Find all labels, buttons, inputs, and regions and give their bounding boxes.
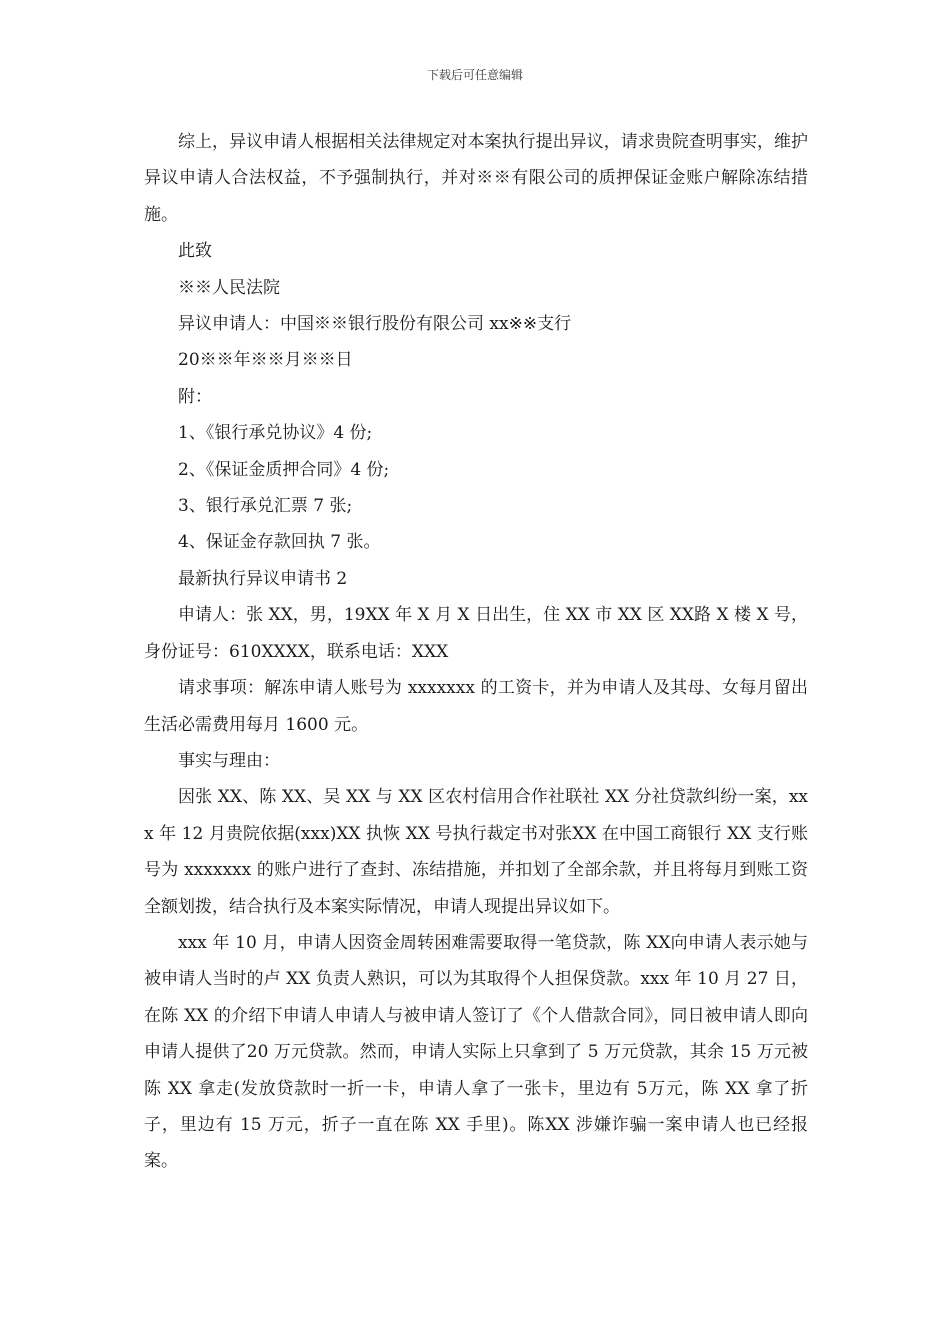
- document-body: [144, 124, 808, 1180]
- paragraph-request: 请求事项：解冻申请人账号为 xxxxxxx 的工资卡，并为申请人及其母、女每月留出生活必需费用每月 1600 元。: [144, 678, 808, 735]
- attachment-item: 4、保证金存款回执 7 张。: [178, 532, 381, 553]
- paragraph-court: ※※人民法院: [178, 277, 280, 298]
- section-title: 最新执行异议申请书 2: [178, 568, 348, 589]
- paragraph-facts-heading: 事实与理由：: [178, 750, 280, 771]
- paragraph-attachments-heading: 附：: [178, 386, 212, 407]
- attachment-item: 1、《银行承兑协议》4 份;: [178, 423, 373, 444]
- attachment-item: 3、银行承兑汇票 7 张;: [178, 496, 353, 517]
- page-header-note: 下载后可任意编辑: [426, 68, 523, 82]
- paragraph-date: 20※※年※※月※※日: [178, 350, 353, 371]
- paragraph-applicant-info: 申请人：张 XX，男，19XX 年 X 月 X 日出生，住 XX 市 XX 区 XX路 X 楼 X 号，身份证号：610XXXX，联系电话：XXX: [144, 605, 808, 662]
- paragraph-salutation: 此致: [178, 241, 212, 262]
- attachment-item: 2、《保证金质押合同》4 份;: [178, 459, 390, 480]
- paragraph-conclusion: 综上，异议申请人根据相关法律规定对本案执行提出异议，请求贵院查明事实，维护异议申请人合法权益，不予强制执行，并对※※有限公司的质押保证金账户解除冻结措施。: [144, 132, 808, 225]
- paragraph-facts-2: xxx 年 10 月，申请人因资金周转困难需要取得一笔贷款，陈 XX向申请人表示她与被申请人当时的卢 XX 负责人熟识，可以为其取得个人担保贷款。xxx 年 10 月 27 日，在陈 XX 的介绍下申请人申请人与被申请人签订了《个人借款合同》，同日被申请人即向申请人提供了20 万元贷款。然而，申请人实际上只拿到了 5 万元贷款，其余 15 万元被陈 XX 拿走(发放贷款时一折一卡，申请人拿了一张卡，里边有 5万元，陈 XX 拿了折子，里边有 15 万元，折子一直在陈 XX 手里)。陈XX 涉嫌诈骗一案申请人也已经报案。: [144, 932, 808, 1172]
- paragraph-facts-1: 因张 XX、陈 XX、吴 XX 与 XX 区农村信用合作社联社 XX 分社贷款纠纷一案，xxx 年 12 月贵院依据(xxx)XX 执恢 XX 号执行裁定书对张XX 在中国工商银行 XX 支行账号为 xxxxxxx 的账户进行了查封、冻结措施，并扣划了全部余款，并且将每月到账工资全额划拨，结合执行及本案实际情况，申请人现提出异议如下。: [144, 787, 808, 917]
- paragraph-applicant-signature: 异议申请人：中国※※银行股份有限公司 xx※※支行: [178, 314, 572, 335]
